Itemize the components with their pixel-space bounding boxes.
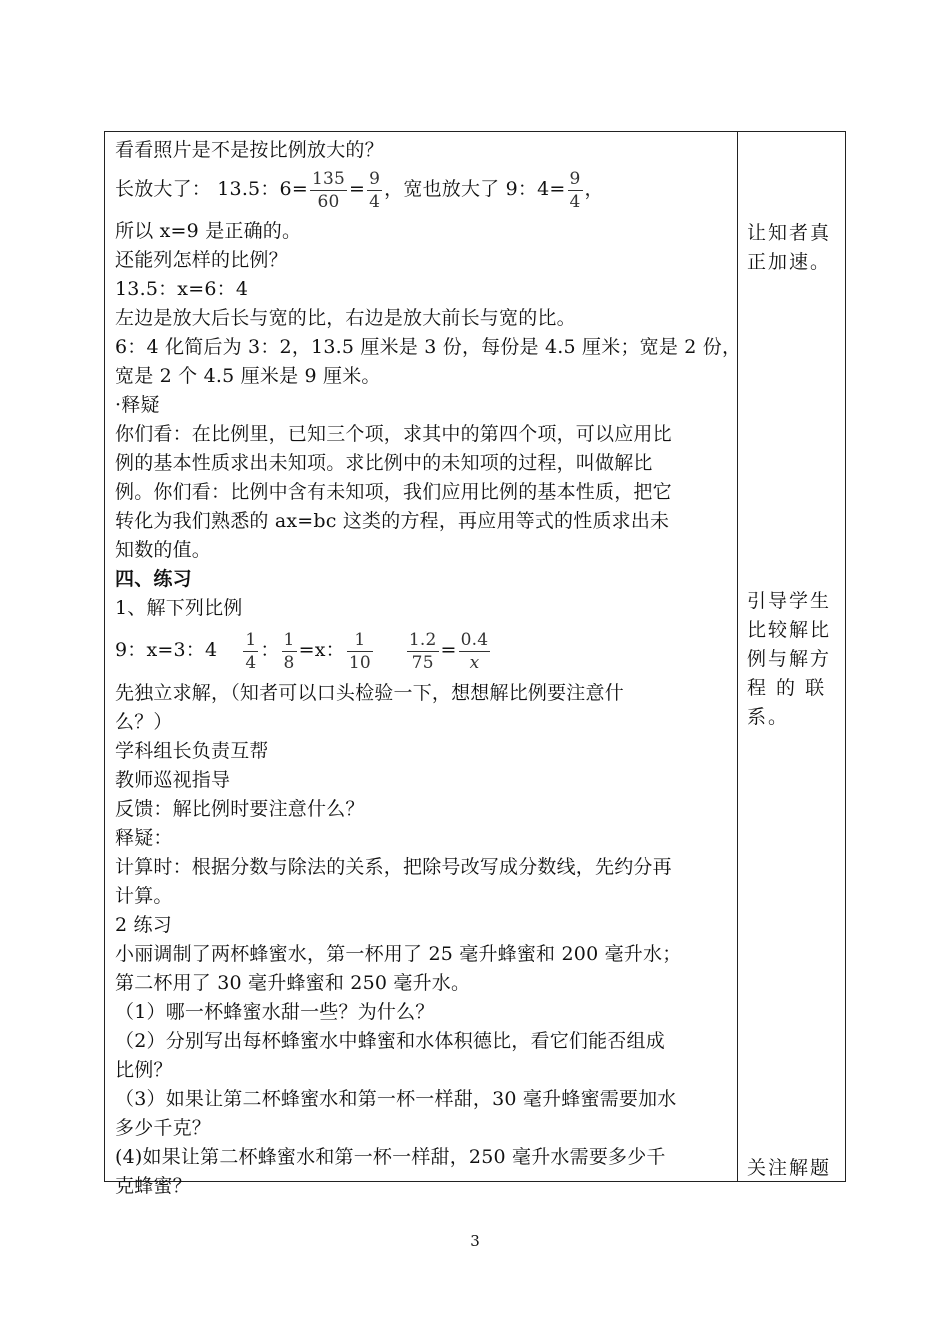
- text-line: 小丽调制了两杯蜂蜜水，第一杯用了 25 毫升蜂蜜和 200 毫升水；: [115, 943, 682, 965]
- text-line: 6：4 化简后为 3：2，13.5 厘米是 3 份，每份是 4.5 厘米；宽是 2 份，: [115, 336, 742, 358]
- text-line: 所以 x=9 是正确的。: [115, 220, 302, 242]
- fraction-1-10: $\frac{1}{10}$: [348, 629, 371, 673]
- text-line: 克蜂蜜？: [115, 1175, 192, 1197]
- text-line: 左边是放大后长与宽的比，右边是放大前长与宽的比。: [115, 307, 576, 329]
- text-line: 第二杯用了 30 毫升蜂蜜和 250 毫升水。: [115, 972, 471, 994]
- fraction-9-4-b: $\frac{9}{4}$: [569, 168, 581, 212]
- text-line: 转化为我们熟悉的 ax=bc 这类的方程，再应用等式的性质求出未: [115, 510, 670, 532]
- text-line: 多少千克？: [115, 1117, 212, 1139]
- page-number: 3: [470, 1232, 480, 1250]
- text-line: 1、解下列比例: [115, 597, 243, 619]
- text-line: 13.5：x=6：4: [115, 278, 249, 300]
- exercise-line: 9：x=3：4 $\frac{1}{4}$ ： $\frac{1}{8}$ =x： $\frac{1}{10}$ $\frac{1.2}{75}$ = $\frac{0.4}{x}$: [115, 629, 489, 673]
- fraction-9-4: $\frac{9}{4}$: [369, 168, 381, 212]
- column-divider: [737, 132, 738, 1181]
- text-line: 你们看：在比例里，已知三个项，求其中的第四个项，可以应用比: [115, 423, 672, 445]
- side-note-3: 关注解题: [747, 1157, 832, 1179]
- text-line: 还能列怎样的比例？: [115, 249, 288, 271]
- section-heading: 四、练习: [115, 568, 192, 590]
- text-line: 反馈：解比例时要注意什么？: [115, 798, 365, 820]
- text-line: 释疑：: [115, 827, 173, 849]
- text-line: 宽是 2 个 4.5 厘米是 9 厘米。: [115, 365, 381, 387]
- exercise-1: 9：x=3：4: [115, 639, 218, 661]
- text-line: （3）如果让第二杯蜂蜜水和第一杯一样甜，30 毫升蜂蜜需要加水: [115, 1088, 677, 1110]
- text-line: 例的基本性质求出未知项。求比例中的未知项的过程，叫做解比: [115, 452, 653, 474]
- fraction-1.2-75: $\frac{1.2}{75}$: [408, 629, 437, 673]
- text-line: 比例？: [115, 1059, 173, 1081]
- fraction-135-60: $\frac{135}{60}$: [311, 168, 346, 212]
- text-line: （2）分别写出每杯蜂蜜水中蜂蜜和水体积德比，看它们能否组成: [115, 1030, 665, 1052]
- text-line: （1）哪一杯蜂蜜水甜一些？为什么？: [115, 1001, 435, 1023]
- text-line: 先独立求解，（知者可以口头检验一下，想想解比例要注意什: [115, 682, 624, 704]
- ratio-prefix: 长放大了： 13.5：6=: [115, 178, 308, 200]
- text-line: 学科组长负责互帮: [115, 740, 269, 762]
- text-line: (4)如果让第二杯蜂蜜水和第一杯一样甜，250 毫升水需要多少千: [115, 1146, 666, 1168]
- text-line: 看看照片是不是按比例放大的？: [115, 139, 384, 161]
- main-content-cell: [115, 136, 742, 1201]
- fraction-1-8: $\frac{1}{8}$: [283, 629, 295, 673]
- text-line: ·释疑: [115, 394, 160, 416]
- text-line: 例。你们看：比例中含有未知项，我们应用比例的基本性质，把它: [115, 481, 672, 503]
- fraction-0.4-x: $\frac{0.4}{x}$: [460, 629, 489, 673]
- ratio-line: 长放大了： 13.5：6= $\frac{135}{60}$ = $\frac{9}{4}$ ，宽也放大了 9：4= $\frac{9}{4}$ ，: [115, 168, 604, 212]
- text-line: 么？）: [115, 711, 173, 733]
- side-note-2: 引导学生 比较解比 例与解方 程 的 联 系。: [747, 590, 832, 728]
- text-line: 知数的值。: [115, 539, 212, 561]
- text-line: 计算。: [115, 885, 173, 907]
- lesson-table: [104, 131, 846, 1197]
- side-note-1: 让知者真 正加速。: [747, 222, 832, 273]
- fraction-1-4: $\frac{1}{4}$: [245, 629, 257, 673]
- text-line: 2 练习: [115, 914, 172, 936]
- text-line: 计算时：根据分数与除法的关系，把除号改写成分数线，先约分再: [115, 856, 672, 878]
- text-line: 教师巡视指导: [115, 769, 231, 791]
